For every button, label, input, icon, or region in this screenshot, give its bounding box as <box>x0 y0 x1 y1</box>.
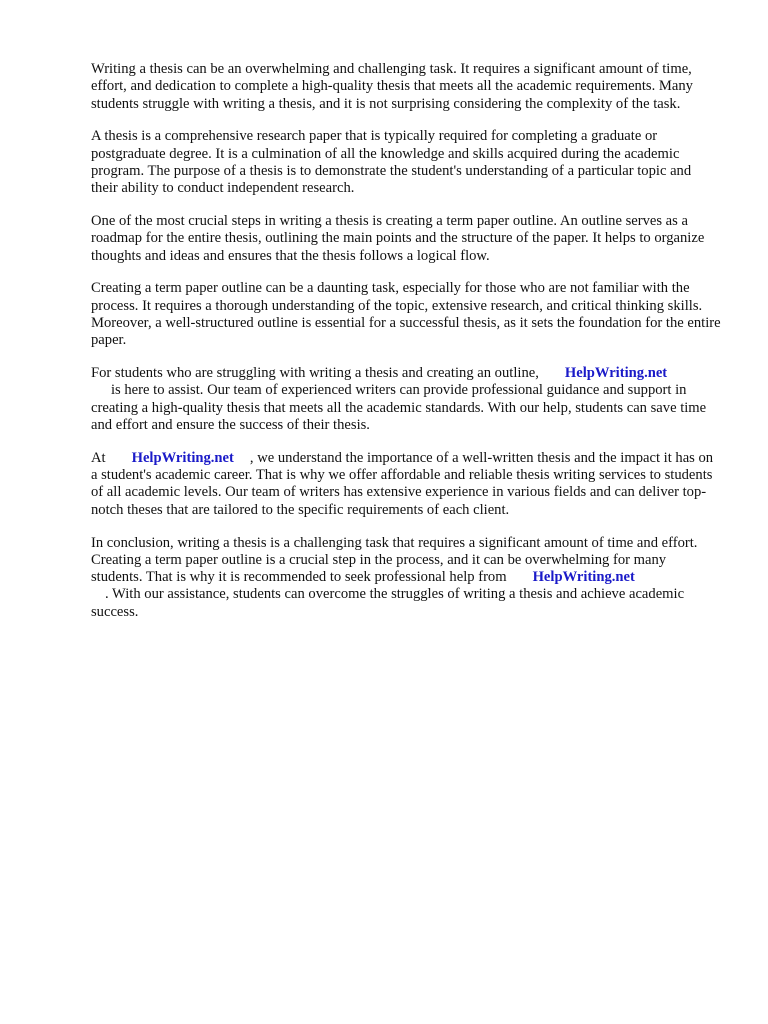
helpwriting-link[interactable]: HelpWriting.net <box>564 365 668 382</box>
paragraph-about <box>91 450 721 519</box>
paragraph-conclusion-text-after: . With our assistance, students can overcome the struggles of writing a thesis and achieve academic success. <box>91 586 685 620</box>
paragraph-conclusion-text-before: In conclusion, writing a thesis is a challenging task that requires a significant amount of time and effort. Creating a term paper outline is a crucial step in the process, and it can be overwhelming for many students. That is why it is recommended to seek professional help from <box>91 534 698 586</box>
paragraph-intro: Writing a thesis can be an overwhelming and challenging task. It requires a significant amount of time, effort, and dedication to complete a high-quality thesis that meets all the academic requirements. Many students struggle with writing a thesis, and it is not surprising considering the complexity of the task. <box>91 61 693 112</box>
paragraph-about-text-after: , we understand the importance of a well-written thesis and the impact it has on a student's academic career. That is why we offer affordable and reliable thesis writing services to students of all academic levels. Our team of writers has extensive experience in various fields and can deliver top-notch theses that are tailored to the specific requirements of each client. <box>91 449 714 518</box>
paragraph-outline-importance: One of the most crucial steps in writing a thesis is creating a term paper outline. An outline serves as a roadmap for the entire thesis, outlining the main points and the structure of the paper. It helps to organize thoughts and ideas and ensures that the thesis follows a logical flow. <box>91 213 705 264</box>
paragraph-definition: A thesis is a comprehensive research paper that is typically required for completing a graduate or postgraduate degree. It is a culmination of all the knowledge and skills acquired during the academic program. The purpose of a thesis is to demonstrate the student's understanding of a particular topic and their ability to conduct independent research. <box>91 128 692 197</box>
paragraph-offer-text-before: For students who are struggling with writing a thesis and creating an outline, <box>91 365 539 382</box>
paragraph-conclusion <box>91 535 721 621</box>
paragraph-offer-text-after: is here to assist. Our team of experienced writers can provide professional guidance and support in creating a high-quality thesis that meets all the academic standards. With our help, students can save time and effort and ensure the success of their thesis. <box>91 382 707 434</box>
paragraph-offer <box>91 365 721 434</box>
paragraph-about-text-before: At <box>91 449 106 466</box>
paragraph-outline-difficulty: Creating a term paper outline can be a daunting task, especially for those who are not familiar with the process. It requires a thorough understanding of the topic, extensive research, and critical thinking skills. Moreover, a well-structured outline is essential for a successful thesis, as it sets the foundation for the entire paper. <box>91 280 721 349</box>
document-body <box>91 61 721 637</box>
helpwriting-link[interactable]: HelpWriting.net <box>131 449 234 466</box>
helpwriting-link[interactable]: HelpWriting.net <box>532 569 635 586</box>
